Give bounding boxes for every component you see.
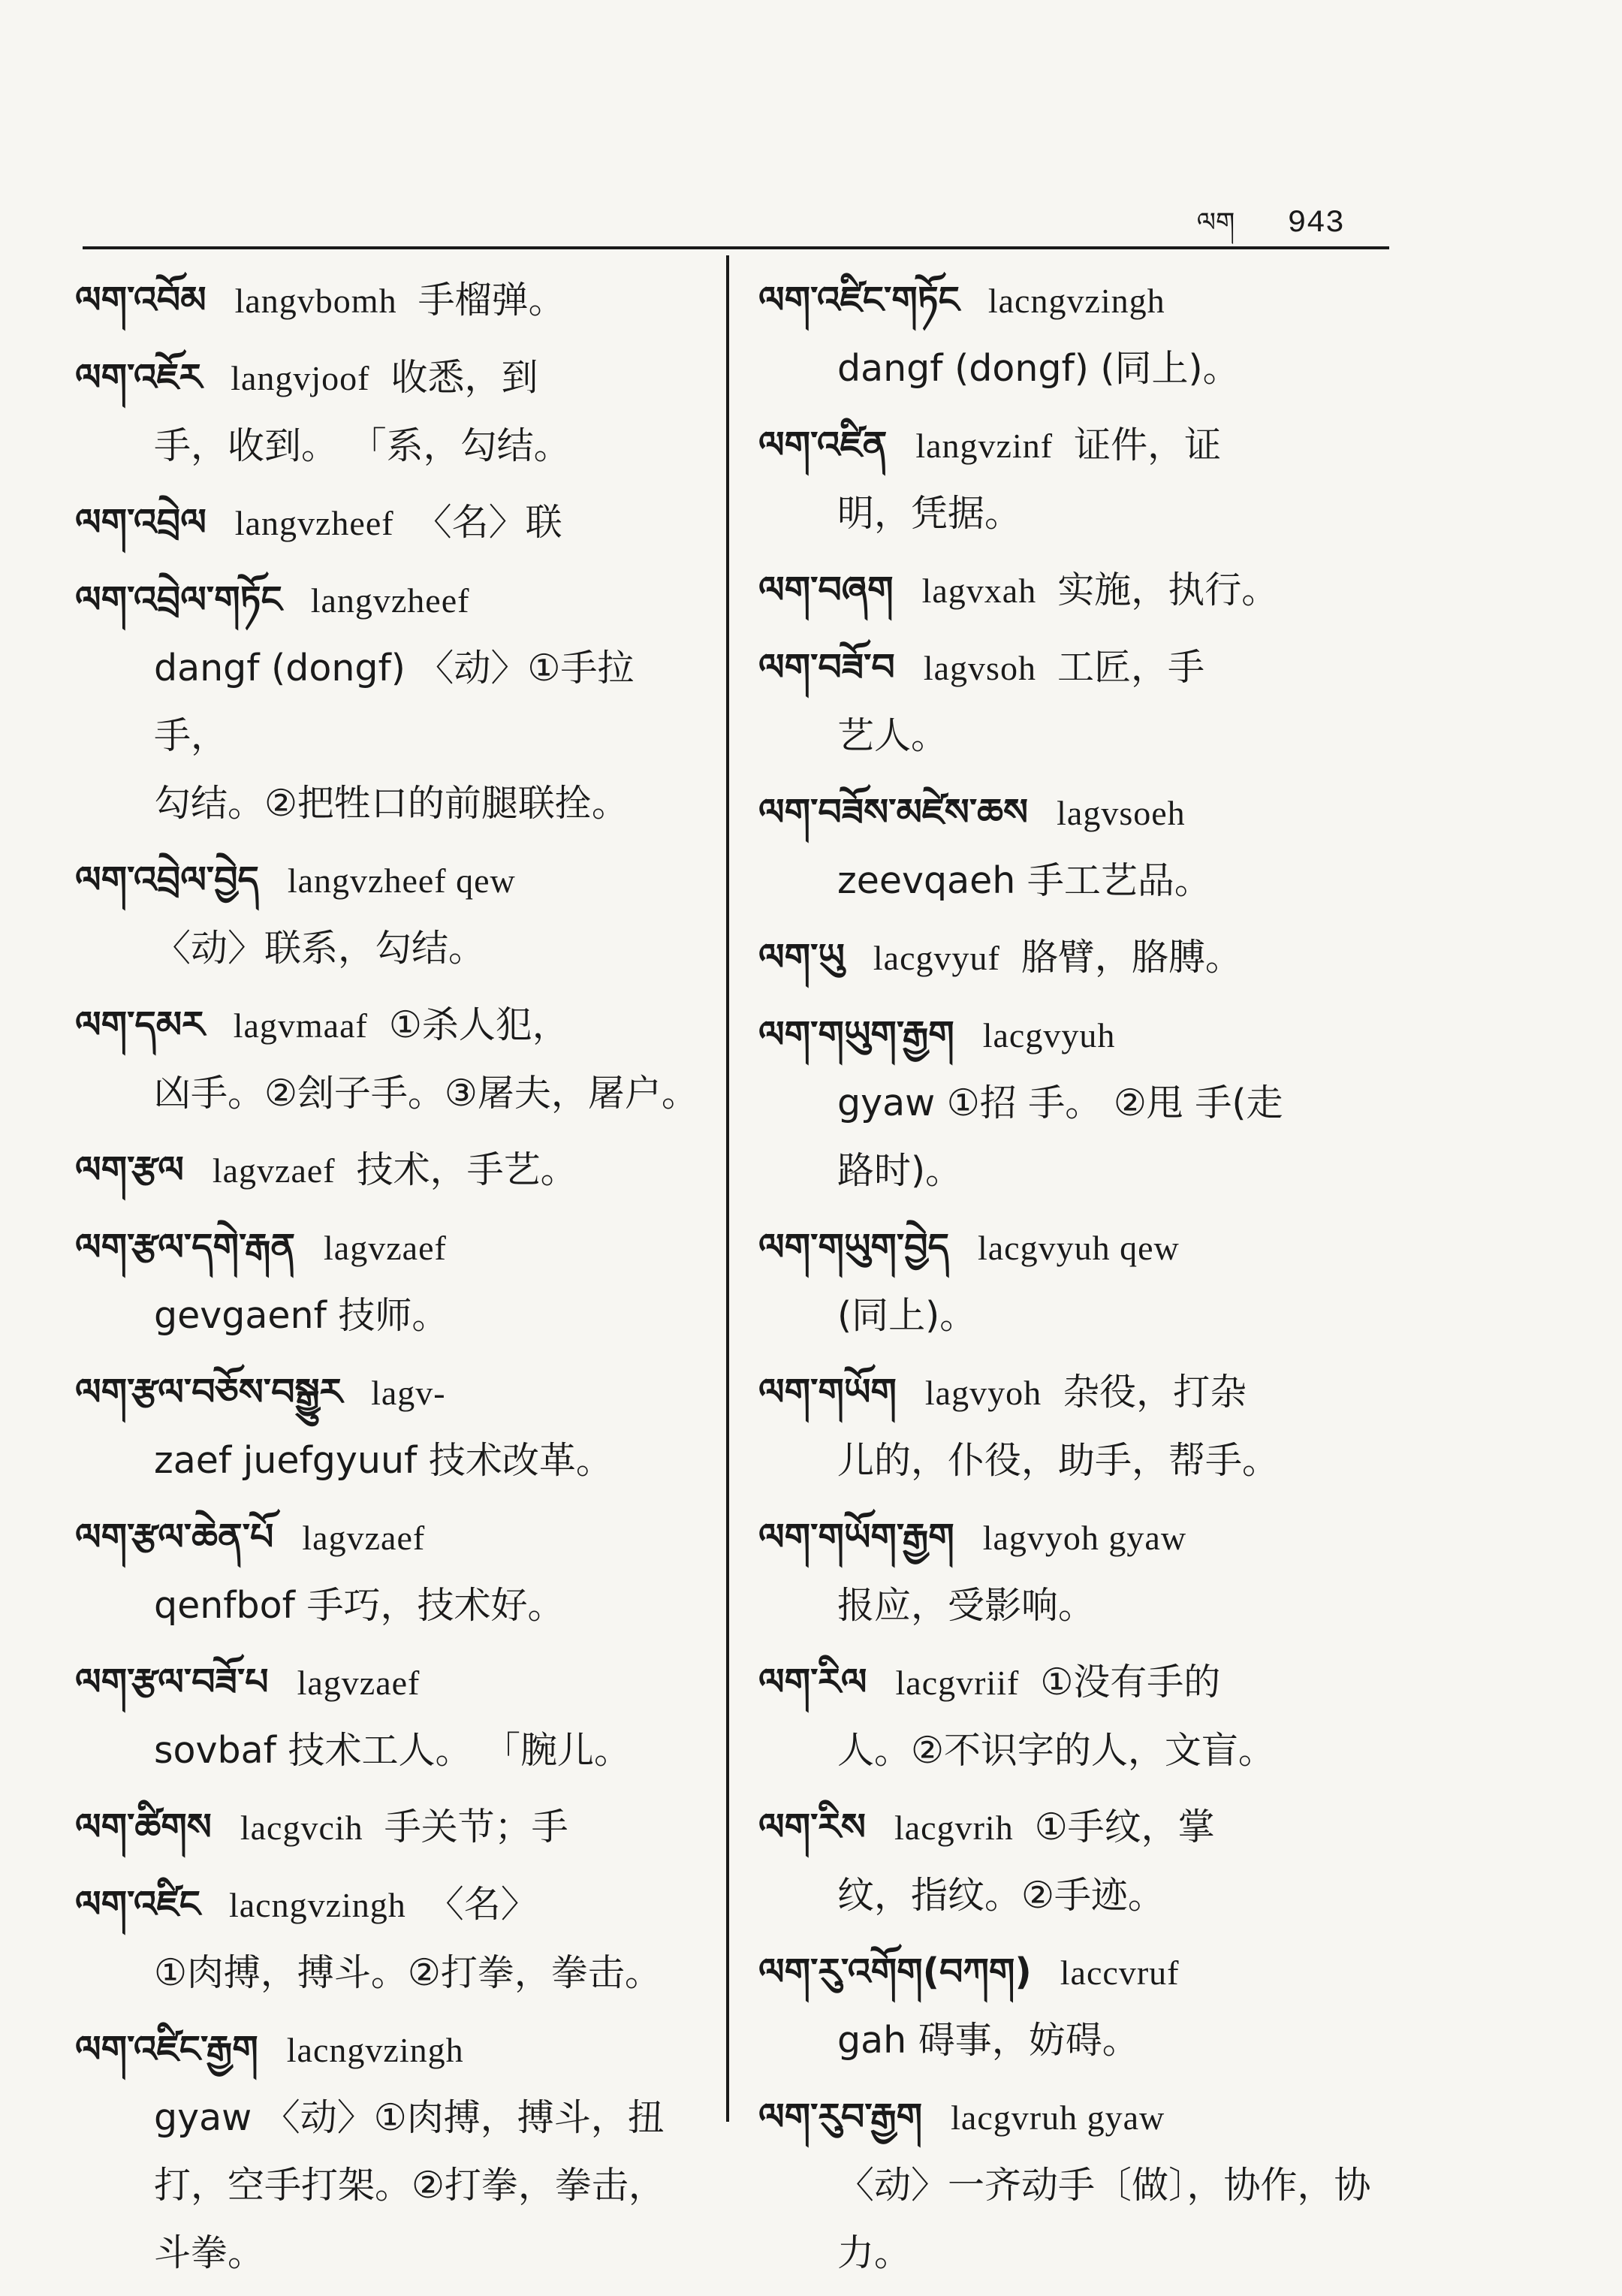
romanization: lacgvyuh <box>982 1016 1116 1054</box>
romanization: lagvzaef <box>324 1229 447 1267</box>
dictionary-entry <box>75 991 706 1127</box>
romanization: laccvruf <box>1060 1954 1180 1992</box>
dictionary-entry <box>758 1214 1397 1350</box>
definition-continuation: qenfbof 手巧，技术好。 <box>154 1584 565 1627</box>
tibetan-headword: ལག་གཡུག་རྒྱག <box>758 1013 954 1056</box>
definition-continuation: 明，凭据。 <box>837 492 1022 535</box>
guide-word: ལག <box>1196 207 1235 238</box>
romanization: lacngvzingh <box>286 2031 464 2069</box>
definition-continuation: 勾结。②把牲口的前腿联拴。 <box>154 782 629 825</box>
romanization: langvzinf <box>915 427 1054 465</box>
definition-continuation: ①肉搏，搏斗。②打拳，拳击。 <box>154 1951 662 1994</box>
definition: 实施，执行。 <box>1057 569 1279 611</box>
definition: ①杀人犯， <box>388 1003 569 1046</box>
right-column <box>758 267 1397 2296</box>
definition: 手榴弹。 <box>418 279 565 321</box>
definition-continuation: 手，收到。 「系，勾结。 <box>154 424 571 467</box>
romanization: lagvmaaf <box>233 1006 368 1045</box>
definition-continuation: zeevqaeh 手工艺品。 <box>837 859 1211 902</box>
tibetan-headword: ལག་འཛིན <box>758 424 888 466</box>
definition: 技术，手艺。 <box>356 1148 577 1191</box>
romanization: lagvyoh gyaw <box>982 1519 1187 1557</box>
tibetan-headword: ལག་འཛིང་རྒྱག <box>75 2028 258 2071</box>
definition: ①没有手的 <box>1040 1661 1221 1703</box>
dictionary-entry <box>75 1214 706 1350</box>
tibetan-headword: ལག་ཚིགས <box>75 1806 212 1848</box>
romanization: lagvzaef <box>297 1664 421 1702</box>
dictionary-entry <box>75 1504 706 1640</box>
tibetan-headword: ལག་གཡོག <box>758 1371 897 1414</box>
dictionary-entry <box>75 1649 706 1785</box>
dictionary-entry <box>75 489 706 557</box>
dictionary-entry <box>75 1794 706 1862</box>
tibetan-headword: ལག་འཛིང <box>75 1883 200 1926</box>
definition-continuation: 儿的，仆役，助手，帮手。 <box>837 1439 1280 1482</box>
definition: 工匠，手 <box>1057 646 1204 689</box>
romanization: langvzheef <box>310 581 470 620</box>
romanization: lacngvzingh <box>987 282 1165 320</box>
definition-continuation: sovbaf 技术工人。 「腕儿。 <box>154 1729 632 1772</box>
definition-continuation: dangf (dongf) 〈动〉①手拉手， <box>154 647 635 757</box>
tibetan-headword: ལག་རྩལ <box>75 1148 184 1191</box>
dictionary-entry <box>758 1938 1397 2074</box>
tibetan-headword: ལག་བཟོས་མཛེས་ཆས <box>758 791 1029 834</box>
tibetan-headword: ལག་རུ་འགོག(བཀག) <box>758 1951 1032 1993</box>
romanization: lagvxah <box>921 572 1037 610</box>
dictionary-entry <box>758 1794 1397 1929</box>
tibetan-headword: ལག་འཇོར <box>75 356 203 399</box>
definition-continuation: (同上)。 <box>837 1294 977 1337</box>
definition: 胳臂，胳膊。 <box>1021 936 1242 979</box>
romanization: lacgvriif <box>895 1664 1020 1702</box>
tibetan-headword: ལག་བཟོ་བ <box>758 646 895 689</box>
definition-continuation: gah 碍事，妨碍。 <box>837 2019 1139 2062</box>
definition-continuation: 报应，受影响。 <box>837 1584 1096 1627</box>
romanization: langvzheef qew <box>287 861 516 900</box>
dictionary-entry <box>758 1504 1397 1640</box>
tibetan-headword: ལག་འཛིང་གཏོང <box>758 279 960 321</box>
definition-continuation: 打，空手打架。②打拳，拳击， <box>154 2164 665 2207</box>
dictionary-entry <box>758 1001 1397 1205</box>
dictionary-entry <box>758 779 1397 915</box>
romanization: lacgvrih <box>894 1809 1014 1847</box>
definition: 〈名〉联 <box>415 501 562 544</box>
dictionary-entry <box>75 1136 706 1205</box>
dictionary-entry <box>758 267 1397 403</box>
definition-continuation: dangf (dongf) (同上)。 <box>837 347 1240 390</box>
romanization: lacgvruh gyaw <box>951 2098 1165 2137</box>
tibetan-headword: ལག་རྩལ་བཟོ་པ <box>75 1661 269 1703</box>
dictionary-entry <box>75 267 706 335</box>
dictionary-entry <box>758 2083 1397 2287</box>
dictionary-entry <box>758 924 1397 992</box>
romanization: lagvzaef <box>302 1519 426 1557</box>
dictionary-entry <box>75 344 706 480</box>
tibetan-headword: ལག་རིས <box>758 1806 866 1848</box>
tibetan-headword: ལག་རྩལ་བཅོས་བསྒྱུར <box>75 1371 343 1414</box>
definition-continuation: 凶手。②刽子手。③屠夫，屠户。 <box>154 1072 698 1115</box>
tibetan-headword: ལག་འབྲེལ་གཏོང <box>75 578 282 621</box>
definition-continuation: 人。②不识字的人，文盲。 <box>837 1729 1275 1772</box>
definition: 收悉，到 <box>390 356 538 399</box>
tibetan-headword: ལག་གཡོག་རྒྱག <box>758 1516 954 1558</box>
romanization: lacgvyuf <box>873 939 1000 977</box>
tibetan-headword: ལག་རུབ་རྒྱག <box>758 2095 923 2138</box>
definition-continuation: 〈动〉联系，勾结。 <box>154 927 486 970</box>
dictionary-entry <box>75 1359 706 1495</box>
romanization: lagvsoh <box>923 649 1036 687</box>
definition-continuation: gyaw 〈动〉①肉搏，搏斗，扭 <box>154 2096 665 2139</box>
page-number: 943 <box>1287 205 1344 241</box>
definition: 〈名〉 <box>427 1883 538 1926</box>
tibetan-headword: ལག་འབྲེལ་བྱེད <box>75 858 259 901</box>
dictionary-entry <box>758 557 1397 625</box>
romanization: langvjoof <box>231 359 370 397</box>
definition-continuation: 纹，指纹。②手迹。 <box>837 1874 1165 1917</box>
column-divider <box>726 255 729 2122</box>
definition: ①手纹，掌 <box>1034 1806 1215 1848</box>
dictionary-entry <box>75 2016 706 2287</box>
header-rule <box>83 246 1389 249</box>
dictionary-entry <box>758 634 1397 770</box>
dictionary-entry <box>758 412 1397 548</box>
tibetan-headword: ལག་རིལ <box>758 1661 867 1703</box>
dictionary-entry <box>75 1871 706 2007</box>
romanization: lagvzaef <box>212 1151 336 1190</box>
tibetan-headword: ལག་གཡུག་བྱེད <box>758 1226 949 1269</box>
tibetan-headword: ལག་རྩལ་དགེ་རྒན <box>75 1226 296 1269</box>
tibetan-headword: ལག་བཞག <box>758 569 894 611</box>
romanization: langvbomh <box>234 282 397 320</box>
definition: 证件，证 <box>1074 424 1222 466</box>
definition: 杂役，打杂 <box>1063 1371 1247 1414</box>
definition-continuation: zaef juefgyuuf 技术改革。 <box>154 1439 613 1482</box>
dictionary-entry <box>75 566 706 837</box>
romanization: lacngvzingh <box>228 1886 406 1924</box>
definition-continuation: 斗拳。 <box>154 2231 265 2274</box>
tibetan-headword: ལག་རྩལ་ཆེན་པོ <box>75 1516 274 1558</box>
definition: 手关节；手 <box>384 1806 568 1848</box>
left-column <box>75 267 706 2296</box>
romanization: langvzheef <box>234 504 394 542</box>
dictionary-entry <box>758 1359 1397 1495</box>
romanization: lagvyoh <box>924 1374 1042 1412</box>
definition-continuation: gyaw ①招 手。 ②甩 手(走 <box>837 1082 1283 1124</box>
definition-continuation: gevgaenf 技师。 <box>154 1294 449 1337</box>
definition-continuation: 〈动〉一齐动手〔做〕，协作，协力。 <box>837 2164 1371 2274</box>
tibetan-headword: ལག་འབྲེལ <box>75 501 207 544</box>
tibetan-headword: ལག་འབོམ <box>75 279 207 321</box>
definition-continuation: 艺人。 <box>837 714 948 757</box>
tibetan-headword: ལག་དམར <box>75 1003 205 1046</box>
dictionary-entry <box>75 846 706 982</box>
definition-continuation: 路时)。 <box>837 1149 963 1192</box>
romanization: lagvsoeh <box>1057 794 1186 832</box>
romanization: lacgvcih <box>240 1809 363 1847</box>
dictionary-entry <box>758 1649 1397 1785</box>
tibetan-headword: ལག་ཡུ <box>758 936 845 979</box>
page-header <box>1197 192 1344 268</box>
romanization: lacgvyuh qew <box>977 1229 1180 1267</box>
romanization: lagv- <box>371 1374 446 1412</box>
